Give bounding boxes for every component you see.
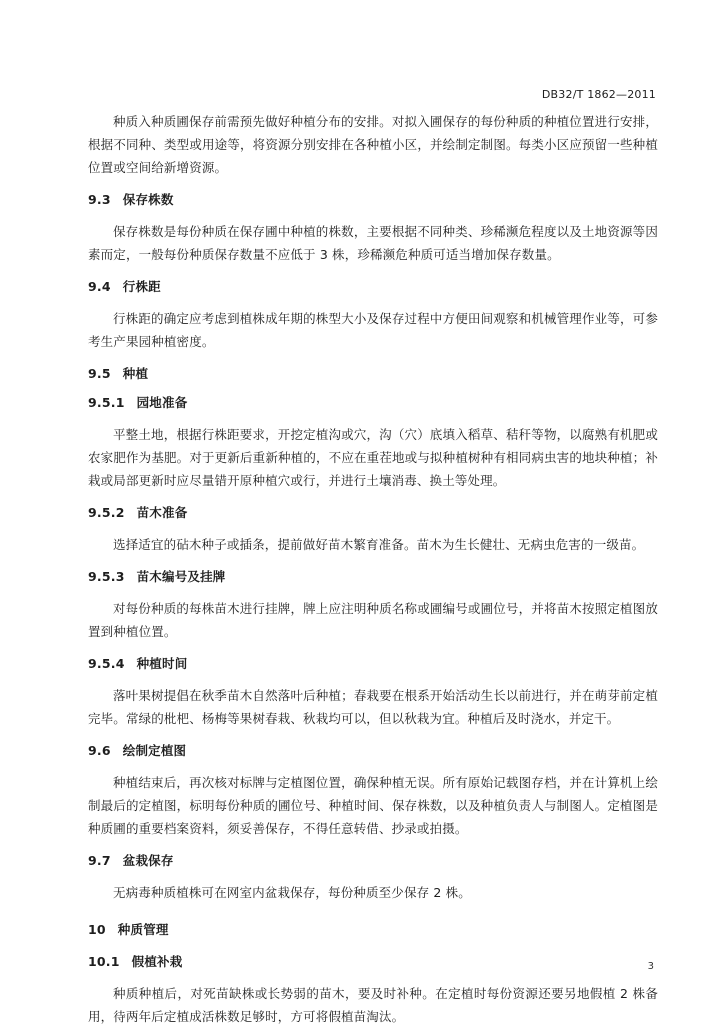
- section-number: 10.1: [88, 954, 120, 969]
- section-heading-9-7: [88, 853, 658, 869]
- section-title: 盆栽保存: [122, 853, 174, 868]
- section-number: 9.7: [88, 853, 111, 868]
- section-number: 9.5.2: [88, 505, 125, 520]
- section-heading-9-4: [88, 279, 658, 295]
- section-number: 10: [88, 922, 106, 937]
- section-title: 种质管理: [117, 922, 169, 937]
- body-content: [88, 110, 658, 1028]
- section-heading-9-5-4: [88, 656, 658, 672]
- paragraph: 种质入种质圃保存前需预先做好种植分布的安排。对拟入圃保存的每份种质的种植位置进行安排，根据不同种、类型或用途等，将资源分别安排在各种植小区，并绘制定制图。每类小区应预留一些种植位置或空间给新增资源。: [88, 114, 658, 175]
- section-title: 园地准备: [136, 395, 188, 410]
- section-title: 种植时间: [136, 656, 188, 671]
- section-heading-9-5-2: [88, 505, 658, 521]
- section-title: 假植补栽: [131, 954, 183, 969]
- section-title: 种植: [122, 366, 149, 381]
- page-number: 3: [647, 961, 654, 972]
- section-title: 苗木编号及挂牌: [136, 569, 226, 584]
- section-heading-9-5-3: [88, 569, 658, 585]
- section-number: 9.5.1: [88, 395, 125, 410]
- section-title: 苗木准备: [136, 505, 188, 520]
- paragraph: 选择适宜的砧木种子或插条，提前做好苗木繁育准备。苗木为生长健壮、无病虫危害的一级苗。: [113, 537, 645, 552]
- paragraph: 种植结束后，再次核对标牌与定植图位置，确保种植无误。所有原始记载图存档，并在计算机上绘制最后的定植图，标明每份种质的圃位号、种植时间、保存株数，以及种植负责人与制图人。定植图是种质圃的重要档案资料，须妥善保存，不得任意转借、抄录或拍摄。: [88, 775, 658, 836]
- paragraph: 落叶果树提倡在秋季苗木自然落叶后种植；春栽要在根系开始活动生长以前进行，并在萌芽前定植完毕。常绿的枇杷、杨梅等果树春栽、秋栽均可以，但以秋栽为宜。种植后及时浇水，并定干。: [88, 688, 658, 726]
- section-number: 9.5.3: [88, 569, 125, 584]
- section-number: 9.4: [88, 279, 111, 294]
- section-title: 保存株数: [122, 192, 174, 207]
- section-number: 9.5: [88, 366, 111, 381]
- section-title: 绘制定植图: [122, 743, 187, 758]
- section-heading-9-5: [88, 366, 658, 382]
- section-heading-9-5-1: [88, 395, 658, 411]
- section-heading-9-6: [88, 743, 658, 759]
- paragraph: 无病毒种质植株可在网室内盆栽保存，每份种质至少保存 2 株。: [113, 885, 471, 900]
- section-title: 行株距: [122, 279, 161, 294]
- section-heading-9-3: [88, 192, 658, 208]
- section-number: 9.3: [88, 192, 111, 207]
- paragraph: 种质种植后，对死苗缺株或长势弱的苗木，要及时补种。在定植时每份资源还要另地假植 2 株备用，待两年后定植成活株数足够时，方可将假植苗淘汰。: [88, 986, 658, 1024]
- standard-code: DB32/T 1862—2011: [541, 88, 656, 101]
- paragraph: 行株距的确定应考虑到植株成年期的株型大小及保存过程中方便田间观察和机械管理作业等，可参考生产果园种植密度。: [88, 311, 658, 349]
- paragraph: 平整土地，根据行株距要求，开挖定植沟或穴，沟（穴）底填入稻草、秸秆等物，以腐熟有机肥或农家肥作为基肥。对于更新后重新种植的，不应在重茬地或与拟种植树种有相同病虫害的地块种植；补栽或局部更新时应尽量错开原种植穴或行，并进行土壤消毒、换土等处理。: [88, 427, 658, 488]
- chapter-heading-10: [88, 922, 658, 938]
- paragraph: 对每份种质的每株苗木进行挂牌，牌上应注明种质名称或圃编号或圃位号，并将苗木按照定植图放置到种植位置。: [88, 601, 658, 639]
- section-heading-10-1: [88, 954, 658, 970]
- section-number: 9.5.4: [88, 656, 125, 671]
- section-number: 9.6: [88, 743, 111, 758]
- paragraph: 保存株数是每份种质在保存圃中种植的株数，主要根据不同种类、珍稀濒危程度以及土地资源等因素而定，一般每份种质保存数量不应低于 3 株，珍稀濒危种质可适当增加保存数量。: [88, 224, 658, 262]
